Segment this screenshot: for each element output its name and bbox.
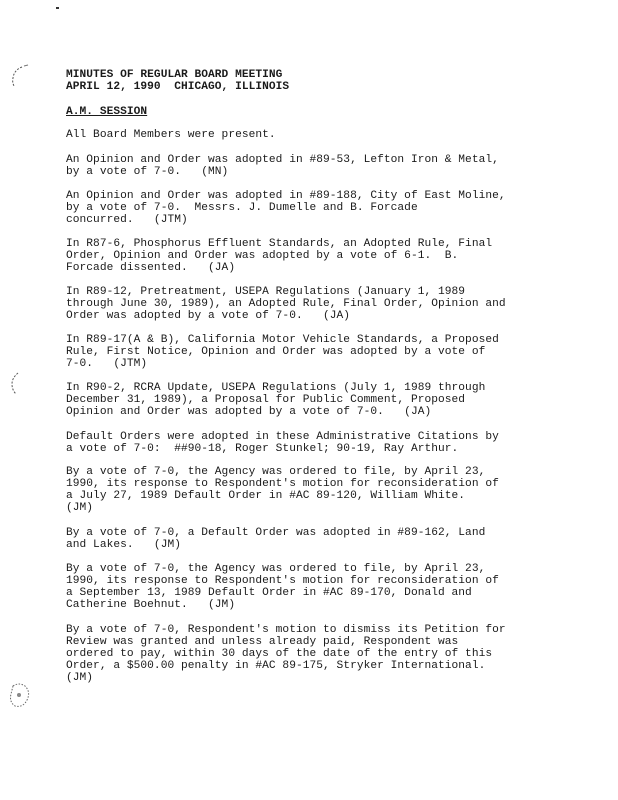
paragraph-ac-89-120: By a vote of 7-0, the Agency was ordered to file, by April 23, 1990, its response to Respondent's motion for reconsideration of a July 27, 1989 Default Order in #AC 89-120, William White. (JM) [66,466,499,515]
paragraph-default-orders: Default Orders were adopted in these Administrative Citations by a vote of 7-0: ##90-18, Roger Stunkel; 90-19, Ray Arthur. [66,431,499,456]
title-line-1: MINUTES OF REGULAR BOARD MEETING [66,69,283,81]
paragraph-ac-89-175: By a vote of 7-0, Respondent's motion to dismiss its Petition for Review was granted and unless already paid, Respondent was ordered to pay, within 30 days of the date of the entry of this Order, a $500.00 penalty in #AC 89-175, Stryker International. (JM) [66,624,506,685]
paragraph-r87-6: In R87-6, Phosphorus Effluent Standards, an Adopted Rule, Final Order, Opinion and Order was adopted by a vote of 6-1. B. Forcade dissented. (JA) [66,238,493,275]
paragraph-lefton-iron: An Opinion and Order was adopted in #89-53, Lefton Iron & Metal, by a vote of 7-0. (MN) [66,154,499,179]
punch-hole-mark-bottom [5,680,35,712]
scan-speck [56,6,62,10]
session-heading: A.M. SESSION [66,106,148,118]
punch-hole-mark-middle [6,370,26,396]
paragraph-r89-17: In R89-17(A & B), California Motor Vehicle Standards, a Proposed Rule, First Notice, Opinion and Order was adopted by a vote of 7-0. (JTM) [66,334,499,371]
paragraph-attendance: All Board Members were present. [66,129,276,141]
paragraph-r89-12: In R89-12, Pretreatment, USEPA Regulations (January 1, 1989 through June 30, 1989), an Adopted Rule, Final Order, Opinion and Order was adopted by a vote of 7-0. (JA) [66,286,506,323]
paragraph-ac-89-170: By a vote of 7-0, the Agency was ordered to file, by April 23, 1990, its response to Respondent's motion for reconsideration of a September 13, 1989 Default Order in #AC 89-170, Donald and Catherine Boehnut. (JM) [66,563,499,612]
title-line-2: APRIL 12, 1990 CHICAGO, ILLINOIS [66,81,290,93]
paragraph-east-moline: An Opinion and Order was adopted in #89-188, City of East Moline, by a vote of 7-0. Messrs. J. Dumelle and B. Forcade concurred. (JTM) [66,190,506,227]
paragraph-land-and-lakes: By a vote of 7-0, a Default Order was adopted in #89-162, Land and Lakes. (JM) [66,527,486,552]
punch-hole-mark-top [8,64,30,88]
paragraph-r90-2: In R90-2, RCRA Update, USEPA Regulations (July 1, 1989 through December 31, 1989), a Proposal for Public Comment, Proposed Opinion and Order was adopted by a vote of 7-0. (JA) [66,382,486,419]
